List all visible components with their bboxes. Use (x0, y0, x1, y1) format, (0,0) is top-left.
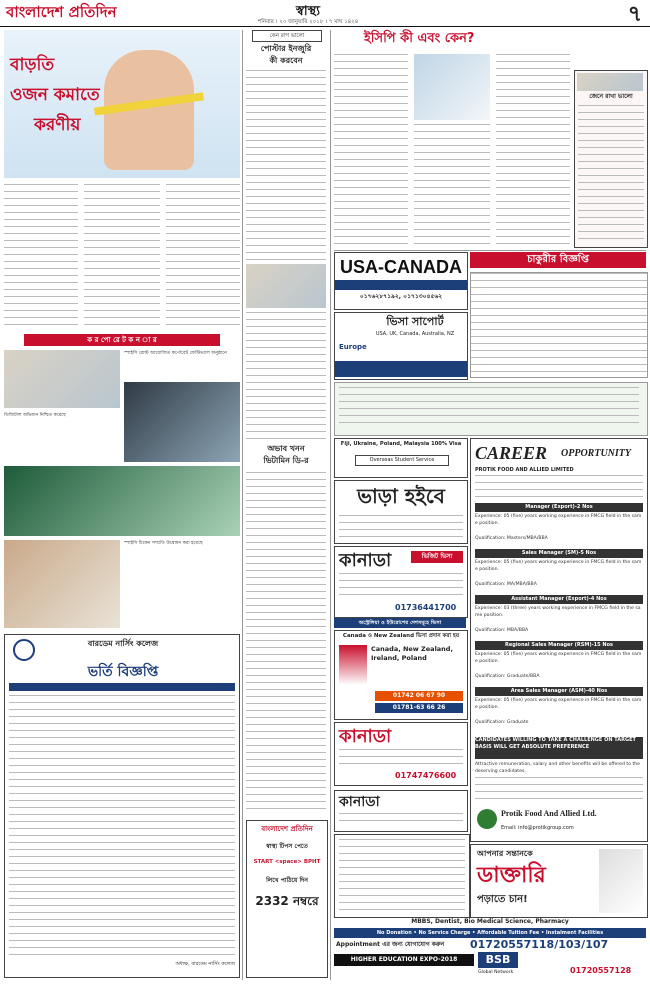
canada-title-3: কানাডা (339, 794, 380, 810)
canada-visit-body (339, 573, 463, 601)
job-item (475, 595, 643, 639)
icp-headline: ইসিপি কী এবং কেন? (364, 31, 475, 46)
sidebar-title: জেনে রাখা ভালো (589, 93, 633, 100)
college-notice (4, 634, 240, 978)
visa-strip-text (339, 387, 639, 429)
canada-visit-phone: 01736441700 (395, 603, 457, 612)
canada-nz-headline: Canada ও New Zealand ভিসা প্রদান করা হয় (342, 633, 460, 639)
doctor-ad (470, 844, 648, 918)
canada-title-2: কানাডা (339, 726, 392, 747)
corporate-photo-3 (4, 466, 240, 536)
canada-nz-ad (334, 630, 468, 720)
mbbs-line: MBBS, Dentist, Bio Medical Science, Pharmacy (411, 918, 569, 925)
feature-top (246, 30, 326, 440)
college-crest-icon (13, 639, 35, 661)
job-title: Regional Sales Manager (RSM)-15 Nos (475, 641, 643, 650)
job-experience: Experience: 05 (five) years working experience in FMCG field in the same position. (475, 652, 642, 664)
column-rule-2 (330, 30, 331, 980)
icp-body-col3 (496, 54, 570, 244)
job-title: Area Sales Manager (ASM)-40 Nos (475, 687, 643, 696)
lead-headline-1: বাড়তি (10, 55, 55, 75)
lead-headline-3: করণীয় (34, 115, 81, 135)
corporate-photo-4 (4, 540, 120, 628)
career-apply (475, 777, 643, 805)
corporate-corner (4, 334, 240, 630)
canada-ad-2-phone: 01747476600 (395, 771, 457, 780)
corporate-caption-2: ডিজিটাল অভিযান নিশ্চিত করেছে (4, 413, 66, 418)
career-footer-company: Protik Food And Allied Ltd. (501, 809, 597, 818)
career-subtitle: OPPORTUNITY (561, 448, 631, 459)
canada-ad-3 (334, 790, 468, 832)
bsb-sub: Global Network (478, 970, 514, 975)
canada-ad-2-body (339, 749, 463, 769)
job-item (475, 549, 643, 593)
corporate-caption-1: স্পাইসি রোস্ট আয়োজিত কর্পোরেট ফেস্টিভ্যাল অনুষ্ঠানে (124, 351, 227, 356)
icp-body-col2 (414, 124, 490, 244)
visa-countries: USA, UK, Canada, Australia, NZ (375, 331, 455, 337)
bsb-phone: 01720557128 (570, 966, 632, 975)
sidebar-photo (577, 73, 643, 91)
row-rule (334, 250, 646, 251)
bsb-logo: BSB (478, 952, 518, 968)
career-email: Email: info@protikgroup.com (501, 825, 574, 831)
usa-canada-ad (334, 252, 468, 310)
visit-visa-label: ভিজিট ভিসা (411, 551, 463, 563)
feature-photo (246, 264, 326, 308)
page-number: ৭ (627, 2, 642, 27)
college-name: বারডেম নার্সিং কলেজ (87, 639, 159, 648)
job-qualification: Qualification: MBA/BBA (475, 628, 529, 633)
vara-body (339, 515, 463, 539)
column-rule-1 (242, 30, 243, 980)
career-cta: CANDIDATES WILLING TO TAKE A CHALLENGE ON TARGET BASIS WILL GET ABSOLUTE PREFERENCE (475, 737, 643, 759)
job-qualification: Qualification: MA/MBA/BBA (475, 582, 537, 587)
job-experience: Experience: 05 (five) years working experience in FMCG field in the same position. (475, 698, 642, 710)
sms-send: লিখে পাঠিয়ে দিন (266, 877, 308, 884)
notice-highlight-bar (9, 683, 235, 691)
feature-mid (246, 444, 326, 814)
sms-box (246, 820, 328, 978)
vara-ad (334, 480, 468, 544)
corporate-photo-1 (4, 350, 120, 408)
canada-ad-2 (334, 722, 468, 786)
europe-label: Europe (339, 343, 367, 351)
australia-line: অস্ট্রেলিয়া ও ইউরোপের দেশসমূহে ভিসা (334, 618, 466, 628)
feature-headline-2: কী করবেন (269, 56, 303, 65)
job-qualification: Qualification: Masters/MBA/BBA (475, 536, 548, 541)
visa-support-title: ভিসা সাপোর্ট (386, 315, 444, 328)
bottom-ad-block (334, 834, 470, 918)
sidebar-box (574, 70, 648, 248)
lead-headline-2: ওজন কমাতে (10, 85, 100, 105)
canada-visit-ad (334, 546, 468, 618)
chakri-title: চাকুরীর বিজ্ঞপ্তি (470, 252, 646, 268)
sidebar-body (578, 105, 644, 243)
sms-number: 2332 নম্বরে (255, 894, 319, 908)
job-title: Manager (Export)-2 Nos (475, 503, 643, 512)
canada-ad-3-body (339, 813, 463, 827)
corporate-caption-3: স্পাইসি চিকেন সম্প্রতি উদ্বোধন করা হয়েছে (124, 541, 203, 546)
corporate-photo-2 (124, 382, 240, 462)
notice-title: ভর্তি বিজ্ঞপ্তি (87, 664, 159, 680)
usa-canada-title: USA-CANADA (340, 257, 462, 277)
career-ad (470, 438, 648, 842)
newspaper-logo: বাংলাদেশ প্রতিদিন (6, 3, 117, 21)
section-title: স্বাস্থ্য (296, 4, 321, 19)
visa-support-bar (335, 361, 467, 377)
canada-nz-flag (339, 645, 367, 685)
job-experience: Experience: 05 (five) years working experience in FMCG field in the same position. (475, 560, 642, 572)
appointment-text: Appointment এর জন্য যোগাযোগ করুন (336, 941, 445, 948)
visa-strip (334, 382, 648, 436)
feature-mid-headline-2: ভিটামিন ডি-র (263, 456, 309, 465)
doctor-photo (599, 849, 643, 913)
dateline: শনিবার । ২০ জানুয়ারি ২০১৮ । ৭ মাঘ ১৪২৪ (258, 19, 359, 25)
usa-canada-phone: ০১৭৬২৮৭১৯২, ০১৭১৩০৪৫৬২ (359, 293, 443, 300)
canada-nz-phone-1: 01742 06 67 90 (375, 691, 463, 701)
job-qualification: Qualification: Graduate/BBA (475, 674, 540, 679)
masthead (0, 0, 650, 27)
expo-banner: HIGHER EDUCATION EXPO-2018 (334, 954, 474, 966)
career-jobs (475, 503, 643, 733)
lead-body-col3 (166, 184, 240, 328)
career-company: PROTIK FOOD AND ALLIED LIMITED (475, 467, 574, 473)
feature-kicker: কেন রাগ ভালো (252, 30, 322, 42)
job-qualification: Qualification: Graduate (475, 720, 529, 725)
overseas-label: Overseas Student Service (355, 455, 449, 466)
appointment-phone: 01720557118/103/107 (470, 938, 609, 951)
feature-mid-body (246, 472, 326, 812)
asia-visa-title: Fiji, Ukraine, Poland, Malaysia 100% Visa (340, 441, 462, 447)
usa-canada-bar (335, 280, 467, 290)
job-item (475, 503, 643, 547)
sms-code: START <space> BPHT (253, 859, 321, 865)
visa-support-ad (334, 312, 468, 380)
doctor-ad-bottom: পড়াতে চান! (477, 894, 528, 905)
feature-body-2 (246, 312, 326, 440)
lead-body-col1 (4, 184, 78, 328)
job-experience: Experience: 03 (three) years working experience in FMCG field in the same position. (475, 606, 641, 618)
corporate-label: ক র পো রে ট ক ন া র (24, 334, 220, 346)
bottom-ad-text (339, 839, 465, 913)
canada-title-1: কানাডা (339, 550, 392, 571)
protik-logo-icon (477, 809, 497, 829)
notice-body (9, 695, 235, 955)
sms-title: স্বাস্থ্য টিপস পেতে (266, 843, 308, 850)
icp-article (334, 30, 570, 246)
job-item (475, 687, 643, 731)
career-intro (475, 475, 643, 501)
notice-footer: অধ্যক্ষ, বারডেম নার্সিং কলেজ (175, 961, 235, 967)
benefits-strip: No Donation • No Service Charge • Affordable Tuition Fee • Instalment Facilities (334, 928, 646, 938)
doctor-ad-main: ডাক্তারি (477, 863, 546, 888)
career-salary: Attractive remuneration, salary and other benefits will be offered to the deserving candidates. (475, 762, 640, 774)
asia-visa-ad (334, 438, 468, 478)
job-item (475, 641, 643, 685)
icp-photo (414, 54, 490, 120)
job-title: Sales Manager (SM)-5 Nos (475, 549, 643, 558)
chakri-body (470, 272, 648, 378)
feature-headline-1: পোস্টার ইনজুরি (260, 44, 312, 53)
job-experience: Experience: 05 (five) years working experience in FMCG field in the same position. (475, 514, 642, 526)
career-title: CAREER (475, 443, 548, 463)
job-title: Assistant Manager (Export)-4 Nos (475, 595, 643, 604)
sms-logo: বাংলাদেশ প্রতিদিন (261, 825, 313, 833)
lead-body-col2 (84, 184, 160, 328)
feature-body (246, 70, 326, 260)
doctor-ad-top: আপনার সন্তানকে (477, 849, 533, 858)
canada-nz-countries: Canada, New Zealand, Ireland, Poland (371, 645, 453, 662)
canada-nz-phone-2: 01781-63 66 26 (375, 703, 463, 713)
vara-title: ভাড়া হইবে (357, 484, 445, 508)
feature-mid-headline-1: অভাব খনন (267, 444, 305, 453)
icp-body-col1 (334, 54, 408, 244)
lead-article (4, 30, 240, 330)
